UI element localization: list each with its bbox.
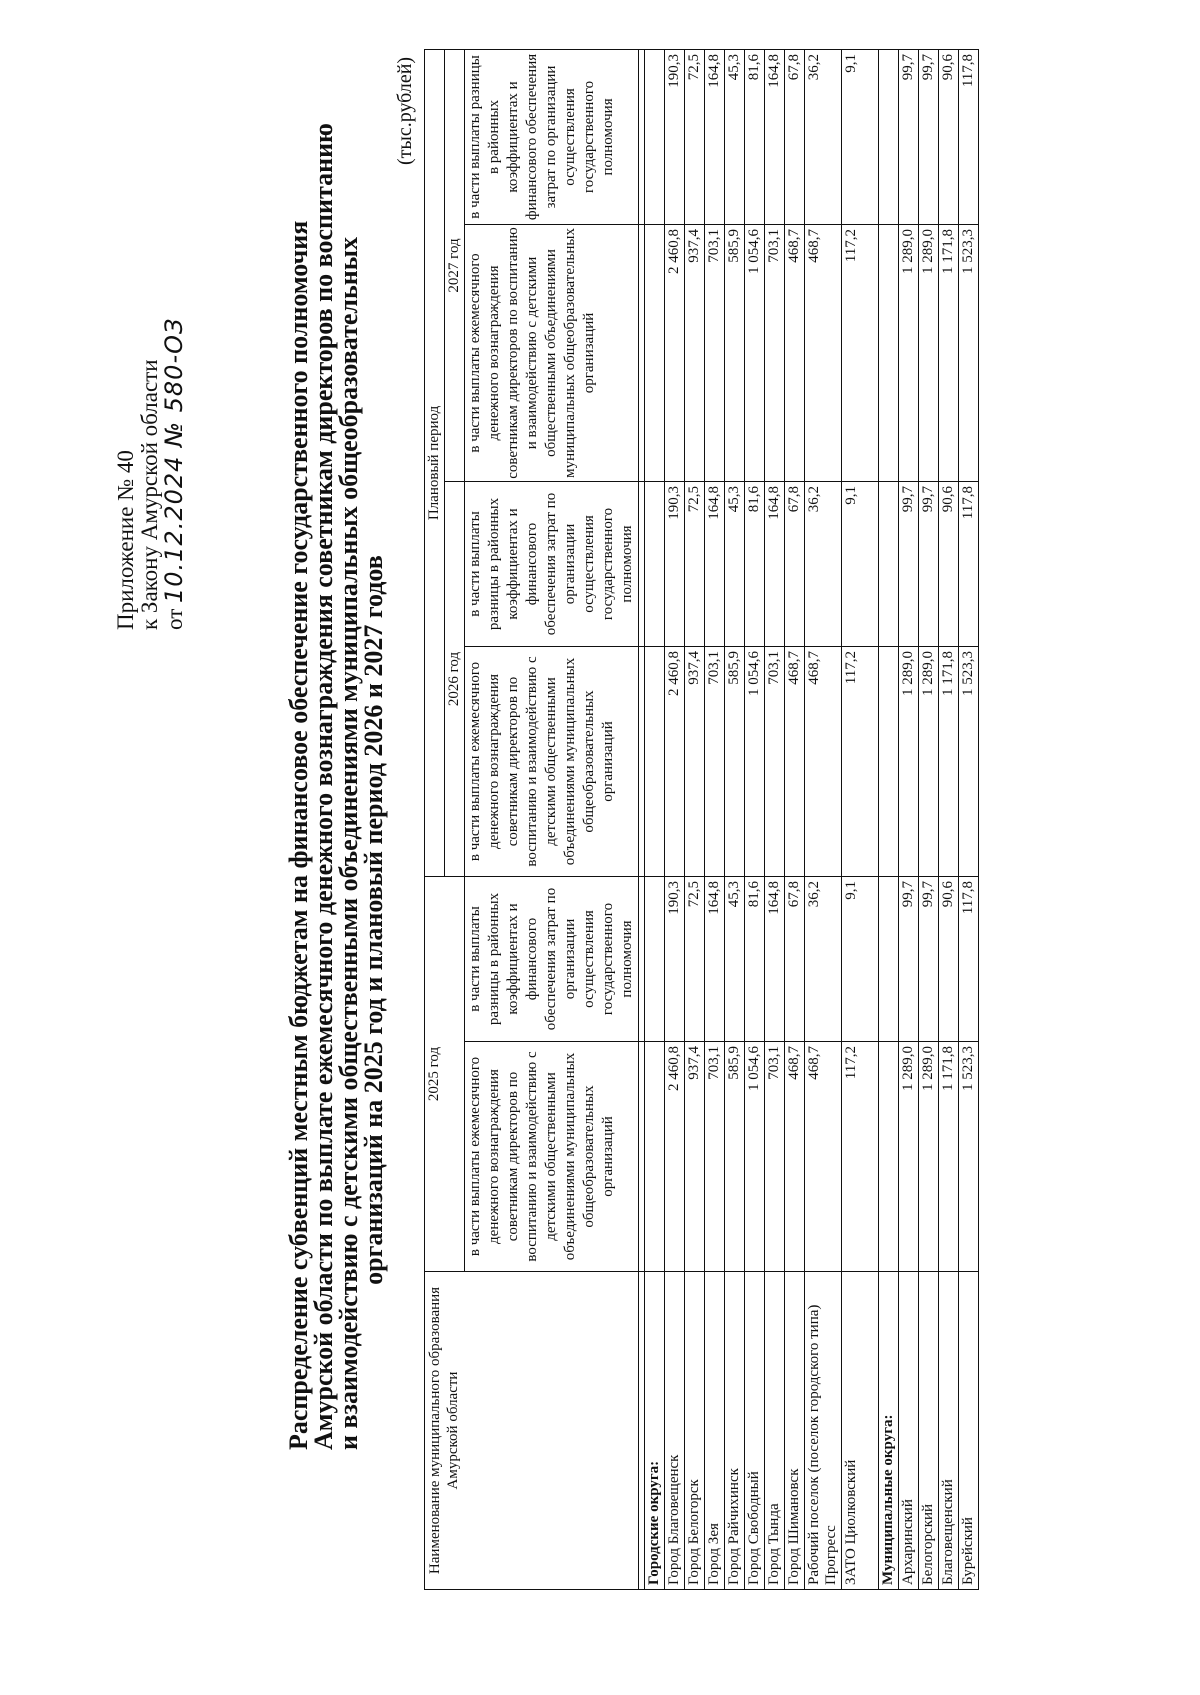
value-2025-coefficient: 81,6	[745, 876, 765, 1041]
header-2027-salary: в части выплаты ежемесячного денежного вознаграждения советникам директоров по воспитанию и взаимодействию с детскими общественными объединениями муниципальных общеобразовательных организаций	[465, 224, 639, 481]
value-2027-coefficient: 99,7	[899, 49, 919, 224]
section-row-urban	[645, 49, 665, 1589]
value-2026-coefficient: 72,5	[685, 481, 705, 646]
value-2026-salary: 1 289,0	[899, 646, 919, 876]
appendix-law-ref: к Закону Амурской области	[137, 359, 162, 630]
value-2027-coefficient: 164,8	[765, 49, 785, 224]
document-title	[284, 123, 388, 1450]
municipality-name: Бурейский	[959, 1272, 979, 1590]
value-2025-coefficient: 99,7	[919, 876, 939, 1041]
value-2027-coefficient: 36,2	[805, 49, 842, 224]
value-2025-coefficient: 117,8	[959, 876, 979, 1041]
header-2027-coefficient: в части выплаты разницы в районных коэффициентах и финансового обеспечения затрат по организации осуществления государственного полномочия	[465, 49, 639, 224]
value-2027-salary: 2 460,8	[665, 224, 685, 481]
value-2027-coefficient: 67,8	[785, 49, 805, 224]
value-2025-coefficient: 164,8	[705, 876, 725, 1041]
table-row	[705, 49, 725, 1589]
title-line-3: и взаимодействию с детскими общественными объединениями муниципальных общеобразовательных	[334, 236, 363, 1450]
value-2026-salary: 468,7	[785, 646, 805, 876]
value-2025-salary: 703,1	[765, 1042, 785, 1272]
municipality-name: Город Белогорск	[685, 1272, 705, 1590]
value-2026-coefficient: 117,8	[959, 481, 979, 646]
value-2027-coefficient: 99,7	[919, 49, 939, 224]
municipality-name: Рабочий поселок (поселок городского типа) Прогресс	[805, 1272, 842, 1590]
table-row	[805, 49, 842, 1589]
municipality-name: Город Зея	[705, 1272, 725, 1590]
header-municipality: Наименование муниципального образования Амурской области	[425, 1272, 639, 1590]
units-label: (тыс.рублей)	[394, 56, 416, 165]
value-2027-coefficient: 117,8	[959, 49, 979, 224]
appendix-number: Приложение № 40	[113, 450, 138, 630]
table-row	[685, 49, 705, 1589]
table-row	[745, 49, 765, 1589]
value-2027-salary: 468,7	[805, 224, 842, 481]
value-2027-coefficient: 90,6	[939, 49, 959, 224]
value-2026-coefficient: 81,6	[745, 481, 765, 646]
header-2025-coefficient: в части выплаты разницы в районных коэффициентах и финансового обеспечения затрат по организации осуществления государственного полномочия	[465, 876, 639, 1041]
value-2026-coefficient: 99,7	[899, 481, 919, 646]
subvention-table	[424, 49, 979, 1590]
municipality-name: Город Райчихинск	[725, 1272, 745, 1590]
value-2025-coefficient: 45,3	[725, 876, 745, 1041]
header-2026-salary: в части выплаты ежемесячного денежного вознаграждения советникам директоров по воспитанию и взаимодействию с детскими общественными объединениями муниципальных общеобразовательных организаций	[465, 646, 639, 876]
value-2026-coefficient: 90,6	[939, 481, 959, 646]
section-row-municipal	[879, 49, 899, 1589]
value-2025-salary: 117,2	[842, 1042, 879, 1272]
table-row	[785, 49, 805, 1589]
title-line-4: организаций на 2025 год и плановый период 2026 и 2027 годов	[359, 555, 388, 1285]
value-2025-salary: 585,9	[725, 1042, 745, 1272]
value-2026-coefficient: 164,8	[705, 481, 725, 646]
value-2026-coefficient: 36,2	[805, 481, 842, 646]
value-2025-salary: 468,7	[785, 1042, 805, 1272]
value-2026-salary: 703,1	[705, 646, 725, 876]
header-planned-period: Плановый период	[425, 49, 445, 876]
value-2026-coefficient: 190,3	[665, 481, 685, 646]
value-2025-salary: 1 523,3	[959, 1042, 979, 1272]
value-2025-salary: 2 460,8	[665, 1042, 685, 1272]
value-2027-coefficient: 164,8	[705, 49, 725, 224]
value-2025-salary: 703,1	[705, 1042, 725, 1272]
value-2025-coefficient: 99,7	[899, 876, 919, 1041]
value-2025-coefficient: 164,8	[765, 876, 785, 1041]
value-2025-coefficient: 67,8	[785, 876, 805, 1041]
value-2025-salary: 468,7	[805, 1042, 842, 1272]
municipality-name: Архаринский	[899, 1272, 919, 1590]
value-2025-coefficient: 190,3	[665, 876, 685, 1041]
value-2027-salary: 1 054,6	[745, 224, 765, 481]
value-2026-salary: 2 460,8	[665, 646, 685, 876]
value-2027-salary: 1 289,0	[919, 224, 939, 481]
municipality-name: Благовещенский	[939, 1272, 959, 1590]
value-2026-salary: 117,2	[842, 646, 879, 876]
title-line-2: Амурской области по выплате ежемесячного денежного вознаграждения советникам директоров по воспитанию	[309, 123, 338, 1450]
value-2027-salary: 468,7	[785, 224, 805, 481]
value-2027-salary: 1 289,0	[899, 224, 919, 481]
municipality-name: Город Шимановск	[785, 1272, 805, 1590]
value-2025-coefficient: 90,6	[939, 876, 959, 1041]
header-year-2027: 2027 год	[445, 49, 465, 481]
value-2026-coefficient: 45,3	[725, 481, 745, 646]
value-2025-salary: 1 171,8	[939, 1042, 959, 1272]
value-2026-salary: 585,9	[725, 646, 745, 876]
value-2026-salary: 468,7	[805, 646, 842, 876]
value-2026-salary: 937,4	[685, 646, 705, 876]
value-2027-coefficient: 45,3	[725, 49, 745, 224]
value-2027-salary: 585,9	[725, 224, 745, 481]
value-2025-coefficient: 9,1	[842, 876, 879, 1041]
header-2026-coefficient: в части выплаты разницы в районных коэффициентах и финансового обеспечения затрат по организации осуществления государственного полномочия	[465, 481, 639, 646]
value-2027-coefficient: 72,5	[685, 49, 705, 224]
rotated-page-content	[24, 40, 1174, 1660]
header-year-2025: 2025 год	[425, 876, 465, 1271]
value-2027-salary: 1 523,3	[959, 224, 979, 481]
value-2027-salary: 703,1	[705, 224, 725, 481]
section-label: Городские округа:	[645, 1272, 665, 1590]
value-2027-coefficient: 190,3	[665, 49, 685, 224]
table-row	[919, 49, 939, 1589]
value-2025-salary: 1 054,6	[745, 1042, 765, 1272]
municipality-name: Город Тында	[765, 1272, 785, 1590]
table-row	[842, 49, 879, 1589]
table-row	[899, 49, 919, 1589]
value-2027-coefficient: 81,6	[745, 49, 765, 224]
appendix-date-prefix: от	[162, 608, 187, 630]
value-2027-salary: 937,4	[685, 224, 705, 481]
appendix-handwritten-date: 10.12.2024 № 580-ОЗ	[160, 317, 188, 603]
table-row	[765, 49, 785, 1589]
header-year-2026: 2026 год	[445, 481, 465, 876]
value-2025-coefficient: 72,5	[685, 876, 705, 1041]
value-2025-salary: 1 289,0	[899, 1042, 919, 1272]
municipality-name: Город Благовещенск	[665, 1272, 685, 1590]
value-2026-salary: 1 054,6	[745, 646, 765, 876]
value-2026-coefficient: 99,7	[919, 481, 939, 646]
municipality-name: Город Свободный	[745, 1272, 765, 1590]
value-2026-salary: 1 171,8	[939, 646, 959, 876]
value-2026-salary: 1 523,3	[959, 646, 979, 876]
value-2026-salary: 1 289,0	[919, 646, 939, 876]
table-row	[725, 49, 745, 1589]
section-label: Муниципальные округа:	[879, 1272, 899, 1590]
value-2027-salary: 1 171,8	[939, 224, 959, 481]
value-2025-salary: 1 289,0	[919, 1042, 939, 1272]
appendix-date-line	[162, 70, 187, 630]
appendix-header	[114, 70, 187, 630]
value-2025-coefficient: 36,2	[805, 876, 842, 1041]
header-row-1	[425, 49, 445, 1589]
municipality-name: ЗАТО Циолковский	[842, 1272, 879, 1590]
value-2026-coefficient: 164,8	[765, 481, 785, 646]
table-row	[665, 49, 685, 1589]
header-2025-salary: в части выплаты ежемесячного денежного вознаграждения советникам директоров по воспитанию и взаимодействию с детскими общественными объединениями муниципальных общеобразовательных организаций	[465, 1042, 639, 1272]
municipality-name: Белогорский	[919, 1272, 939, 1590]
value-2026-coefficient: 9,1	[842, 481, 879, 646]
table-row	[959, 49, 979, 1589]
value-2027-salary: 703,1	[765, 224, 785, 481]
table-row	[939, 49, 959, 1589]
value-2025-salary: 937,4	[685, 1042, 705, 1272]
value-2027-coefficient: 9,1	[842, 49, 879, 224]
value-2027-salary: 117,2	[842, 224, 879, 481]
value-2026-salary: 703,1	[765, 646, 785, 876]
value-2026-coefficient: 67,8	[785, 481, 805, 646]
title-line-1: Распределение субвенций местным бюджетам на финансовое обеспечение государственного полномочия	[284, 220, 313, 1450]
